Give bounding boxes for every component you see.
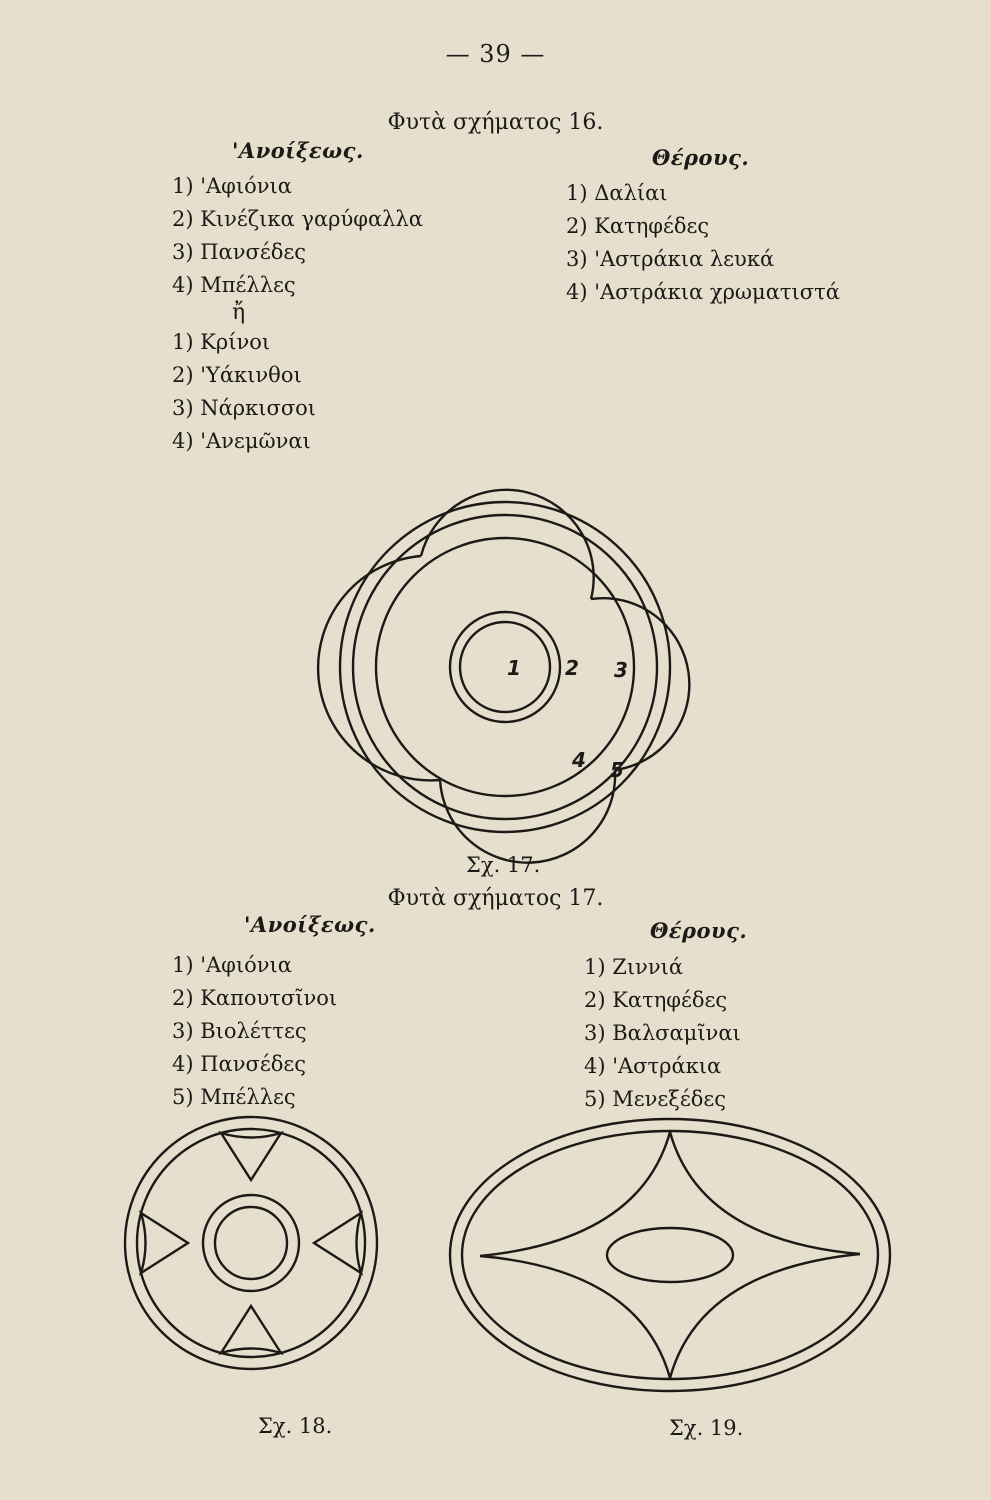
or-separator: ἤ (232, 300, 246, 325)
caption-fig18: Σχ. 18. (258, 1414, 333, 1438)
list-item: 4) Πανσέδες (172, 1052, 306, 1076)
list-item: 3) Βιολέττες (172, 1019, 307, 1043)
caption-fig17: Σχ. 17. (466, 853, 541, 877)
fig18-outer-ring-circle (137, 1129, 365, 1357)
fig19-curve (480, 1256, 670, 1378)
fig19-outer-ellipse (450, 1119, 890, 1391)
fig19-curve (480, 1132, 670, 1256)
list-item: 2) Καπουτσῖνοι (172, 986, 338, 1010)
list-item: 1) Δαλίαι (566, 181, 668, 205)
fig17-label: 5 (610, 758, 624, 782)
list-item: 4) 'Αστράκια χρωματιστά (566, 280, 840, 304)
fig18-outer-circle (125, 1117, 377, 1369)
list-item: 3) Πανσέδες (172, 240, 306, 264)
heading-fig17-plants: Φυτὰ σχήματος 17. (387, 886, 604, 911)
summer-title-16: Θέρους. (652, 145, 750, 170)
fig18-triangle-right (314, 1213, 361, 1273)
list-item: 5) Μενεξέδες (584, 1087, 726, 1111)
list-item: 3) Νάρκισσοι (172, 396, 317, 420)
list-item: 2) Κινέζικα γαρύφαλλα (172, 207, 423, 231)
list-item: 4) 'Αστράκια (584, 1054, 722, 1078)
fig19-curve (670, 1254, 860, 1378)
fig18-triangle-bottom (221, 1306, 281, 1353)
fig18-inner-ring-outer-circle (203, 1195, 299, 1291)
fig18-triangle-top (221, 1133, 281, 1180)
summer-title-17: Θέρους. (650, 918, 748, 943)
list-item: 1) Κρίνοι (172, 330, 271, 354)
caption-fig19: Σχ. 19. (669, 1416, 744, 1440)
list-item: 1) 'Αφιόνια (172, 953, 292, 977)
list-item: 1) Ζιννιά (584, 955, 684, 979)
list-item: 3) Βαλσαμῖναι (584, 1021, 741, 1045)
list-item: 2) Κατηφέδες (566, 214, 710, 238)
list-item: 2) 'Υάκινθοι (172, 363, 302, 387)
page-number: — 39 — (445, 40, 546, 68)
fig19-outer-ring-ellipse (462, 1131, 878, 1379)
list-item: 5) Μπέλλες (172, 1085, 296, 1109)
list-item: 4) Μπέλλες (172, 273, 296, 297)
list-item: 1) 'Αφιόνια (172, 174, 292, 198)
heading-fig16-plants: Φυτὰ σχήματος 16. (387, 110, 604, 135)
fig17-label: 2 (565, 656, 579, 680)
fig19-center-ellipse (607, 1228, 733, 1282)
spring-title-17: 'Ανοίξεως. (244, 912, 376, 937)
fig19-curve (670, 1132, 860, 1254)
list-item: 3) 'Αστράκια λευκά (566, 247, 775, 271)
fig18-inner-ring-inner-circle (215, 1207, 287, 1279)
list-item: 4) 'Ανεμῶναι (172, 429, 311, 453)
fig18-triangle-left (141, 1213, 188, 1273)
figure-19-diagram (450, 1119, 890, 1391)
list-item: 2) Κατηφέδες (584, 988, 728, 1012)
fig17-label: 1 (507, 656, 521, 680)
fig17-label: 4 (572, 748, 586, 772)
fig17-label: 3 (614, 658, 628, 682)
spring-title-16: 'Ανοίξεως. (232, 138, 364, 163)
figure-18-diagram (125, 1117, 377, 1369)
